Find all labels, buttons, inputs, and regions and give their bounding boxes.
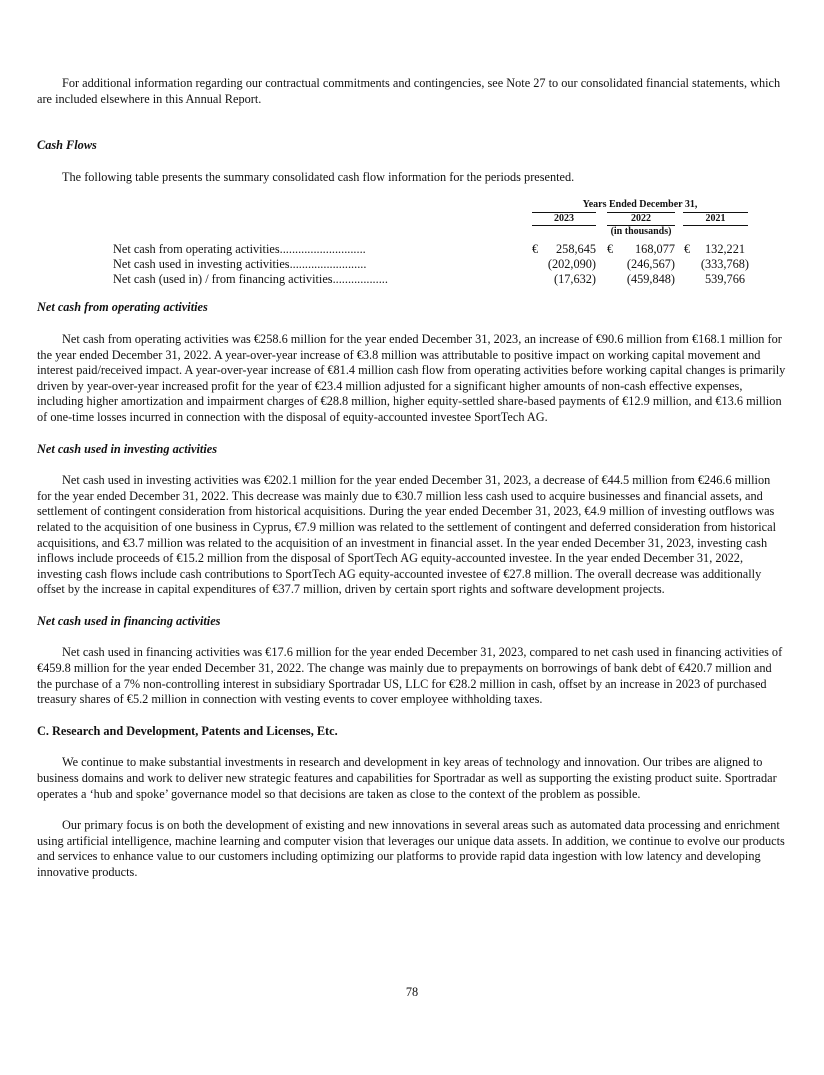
document-page	[37, 76, 787, 881]
currency-symbol: €	[532, 242, 539, 257]
currency-symbol: €	[607, 242, 614, 257]
financing-paragraph: Net cash used in financing activities was €17.6 million for the year ended December 31, 2023, compared to net cash used in financing activities of €459.8 million for the year ended December 31, 2022. The change was mainly due to prepayments on borrowings of bank debt of €420.7 million and the purchase of a 7% non-controlling interest in subsidiary Sportradar US, LLC for €28.2 million in cash, offset by an increase in 2023 of purchased treasury shares of €5.2 million in connection with vesting events to cover employee withholding taxes.	[37, 645, 783, 707]
year-header-2022: 2022	[607, 212, 675, 226]
table-row	[113, 256, 753, 272]
cell-2021: 539,766	[705, 272, 745, 287]
period-header: Years Ended December 31,	[582, 199, 698, 211]
year-header-2021: 2021	[683, 212, 748, 226]
operating-paragraph: Net cash from operating activities was €258.6 million for the year ended December 31, 2023, an increase of €90.6 million from €168.1 million for the year ended December 31, 2022. A year-over-year increase of €3.8 million was attributable to positive impact on working capital movement and interest paid/received impact. A year-over-year increase of €81.4 million cash flow from operating activities before working capital changes is primarily driven by year-over-year increased profit for the year of €23.4 million adjusted for a significant higher amounts of non-cash effective expenses, including higher amortization and impairment charges of €28.8 million, higher equity-settled share-based payments of €12.9 million, and €13.6 million of one-time losses incurred in connection with the disposal of equity-accounted investee SportTech AG.	[37, 331, 786, 424]
cell-2023: (202,090)	[547, 257, 596, 272]
research-heading: C. Research and Development, Patents and Licenses, Etc.	[37, 723, 338, 738]
cell-2022: 168,077	[635, 242, 675, 257]
cell-2021: 132,221	[705, 242, 745, 257]
investing-paragraph: Net cash used in investing activities was €202.1 million for the year ended December 31, 2023, a decrease of €44.5 million from €246.6 million for the year ended December 31, 2022. This decrease was mainly due to €30.7 million less cash used to acquire businesses and financial assets, and settlement of contingent consideration from historical acquisitions. During the year ended December 31, 2023, €4.9 million of investing outflows was related to the acquisition of one business in Cyprus, €7.9 million was related to the settlement of contingent and deferred consideration from historical acquisitions, and €3.7 million was related to the acquisition of an investment in financial asset. In the year ended December 31, 2023, investing cash inflows include proceeds of €15.2 million from the disposal of SportTech AG equity-accounted investee. In the year ended December 31, 2022, investing cash flows include cash contributions to SportTech AG equity-accounted investee of €27.8 million. The overall decrease was additionally offset by the increase in capital expenditures of €37.7 million, driven by certain sport rights and software development projects.	[37, 473, 776, 597]
cash-flow-table	[37, 199, 787, 289]
intro-paragraph: For additional information regarding our contractual commitments and contingencies, see Note 27 to our consolidated financial statements, which are included elsewhere in this Annual Report.	[37, 76, 781, 106]
cell-2021: (333,768)	[700, 257, 749, 272]
cell-2023: 258,645	[556, 242, 596, 257]
cash-flows-heading: Cash Flows	[37, 138, 97, 153]
operating-heading: Net cash from operating activities	[37, 300, 208, 315]
unit-label: (in thousands)	[610, 226, 672, 238]
cash-flows-intro: The following table presents the summary consolidated cash flow information for the periods presented.	[62, 169, 575, 184]
row-label: Net cash from operating activities............................	[113, 242, 366, 257]
research-paragraph-2: Our primary focus is on both the development of existing and new innovations in several areas such as automated data processing and enrichment using artificial intelligence, machine learning and computer vision that leverages our unique data assets. In addition, we continue to evolve our products and services to enhance value to our customers including optimizing our platforms to provide rapid data ingestion with low latency and developing innovative products.	[37, 818, 785, 879]
research-paragraph-1: We continue to make substantial investments in research and development in key areas of technology and innovation. Our tribes are aligned to business domains and work to deliver new strategic features and capabilities for Sportradar as well as supporting the existing product suite. Sportradar operates a ‘hub and spoke’ governance model so that decisions are taken as close to the context of the problem as possible.	[37, 755, 777, 801]
cell-2022: (459,848)	[626, 272, 675, 287]
cell-2023: (17,632)	[553, 272, 596, 287]
year-header-2023: 2023	[532, 212, 596, 226]
financing-heading: Net cash used in financing activities	[37, 613, 221, 628]
page-number: 78	[405, 985, 419, 999]
row-label: Net cash (used in) / from financing activities..................	[113, 272, 388, 287]
row-label: Net cash used in investing activities.........................	[113, 257, 367, 272]
currency-symbol: €	[684, 242, 691, 257]
cell-2022: (246,567)	[626, 257, 675, 272]
investing-heading: Net cash used in investing activities	[37, 441, 218, 456]
table-row	[113, 241, 753, 257]
table-row	[113, 271, 753, 287]
